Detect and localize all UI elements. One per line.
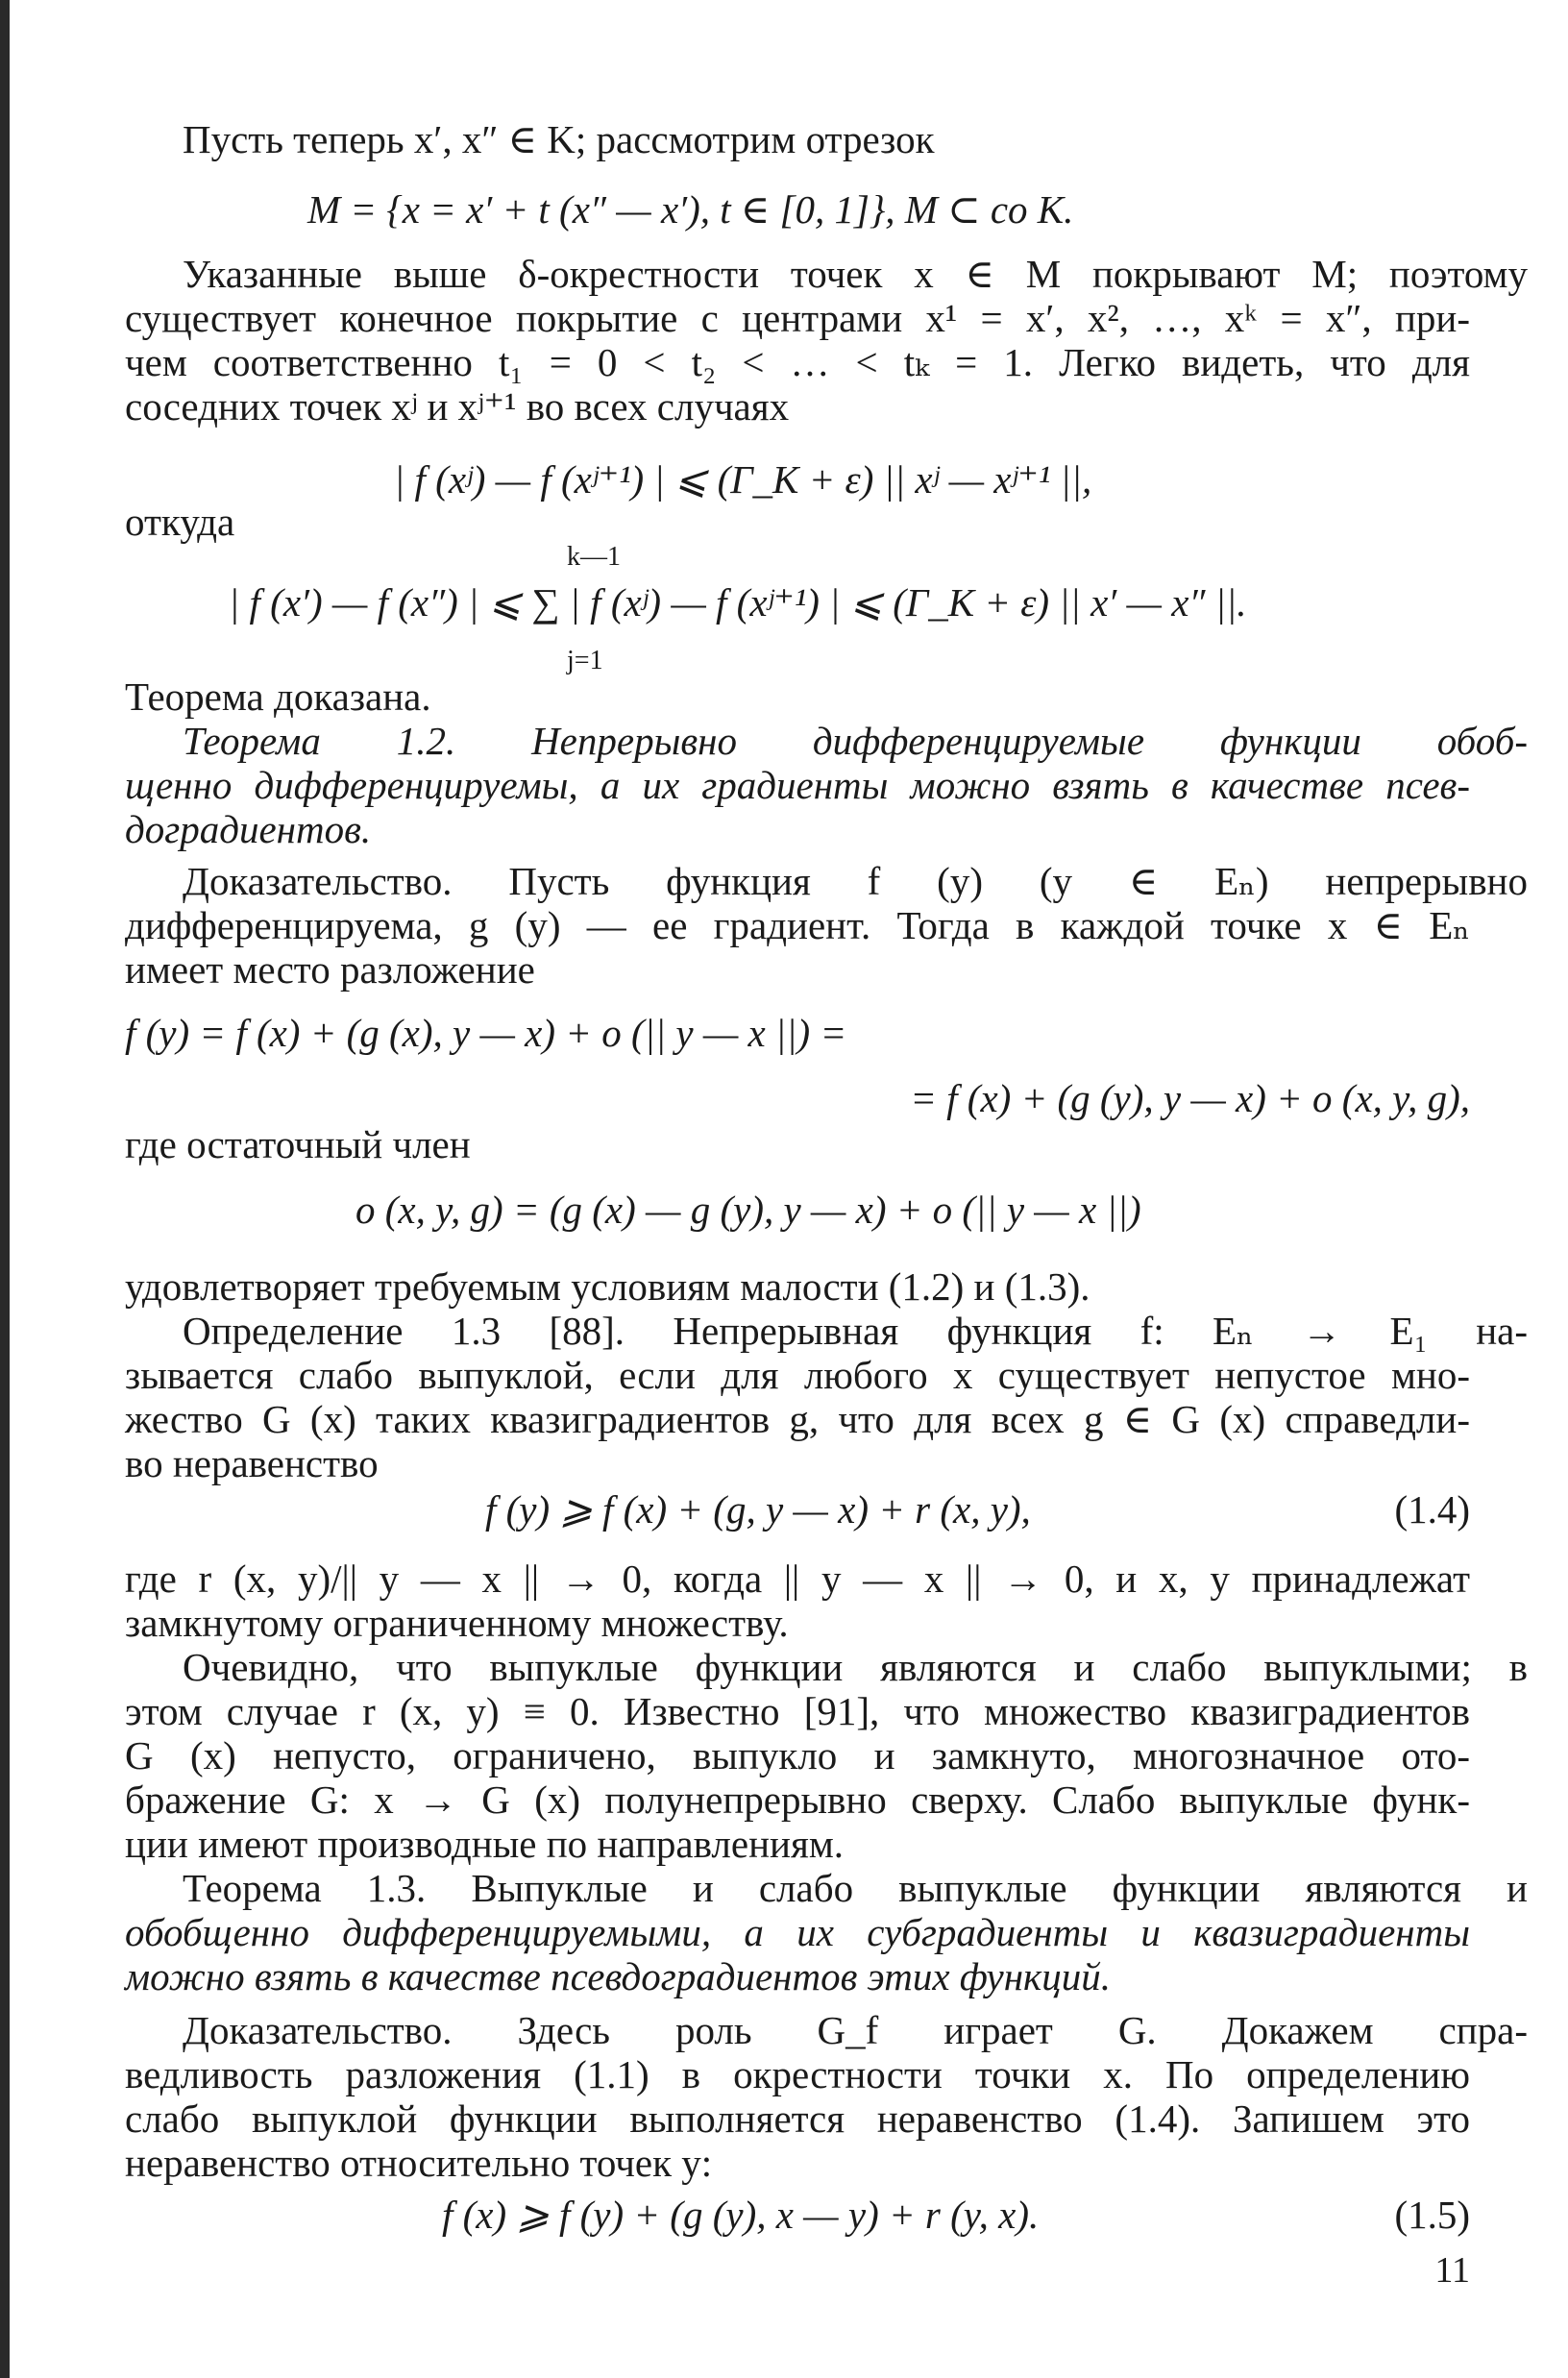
theorem-1-2-line: доградиентов. — [125, 807, 372, 851]
text-line: G (x) непусто, ограничено, выпукло и замкнуто, многозначное ото- — [125, 1733, 1470, 1777]
equation-expansion-1: f (y) = f (x) + (g (x), y — x) + o (|| y — x ||) = — [125, 1011, 847, 1055]
text-line: зывается слабо выпуклой, если для любого x существует непустое мно- — [125, 1353, 1470, 1397]
text-line: Указанные выше δ-окрестности точек x ∈ M покрывают M; поэтому — [183, 252, 1528, 296]
definition-1-3-line: Определение 1.3 [88]. Непрерывная функция f: Eₙ → E₁ на- — [183, 1309, 1528, 1353]
equation-expansion-2: = f (x) + (g (y), y — x) + o (x, y, g), — [910, 1076, 1470, 1120]
equation-1-5: f (x) ⩾ f (y) + (g (y), x — y) + r (y, x). — [442, 2193, 1040, 2237]
text-line: ведливость разложения (1.1) в окрестности точки x. По определению — [125, 2052, 1470, 2096]
text-line: где r (x, y)/|| y — x || → 0, когда || y — x || → 0, и x, y принадлежат — [125, 1557, 1470, 1601]
text-line: откуда — [125, 500, 235, 544]
text-line: жество G (x) таких квазиградиентов g, что для всех g ∈ G (x) справедли- — [125, 1397, 1470, 1441]
equation-sum-estimate: | f (x′) — f (x″) | ⩽ ∑ | f (xʲ) — f (xʲ⁺¹) | ⩽ (Γ_K + ε) || x′ — x″ ||. — [229, 580, 1247, 625]
text-line: слабо выпуклой функции выполняется неравенство (1.4). Запишем это — [125, 2096, 1470, 2141]
text-line: бражение G: x → G (x) полунепрерывно сверху. Слабо выпуклые функ- — [125, 1777, 1470, 1822]
text-line: где остаточный член — [125, 1122, 471, 1166]
text-line: чем соответственно t₁ = 0 < t₂ < … < tₖ = 1. Легко видеть, что для — [125, 340, 1470, 384]
text-line: удовлетворяет требуемым условиям малости (1.2) и (1.3). — [125, 1264, 1090, 1309]
text-line: имеет место разложение — [125, 947, 535, 992]
text-line: дифференцируема, g (y) — ее градиент. Тогда в каждой точке x ∈ Eₙ — [125, 903, 1470, 947]
theorem-1-2-line: Теорема 1.2. Непрерывно дифференцируемые функции обоб- — [183, 719, 1528, 763]
text-line: Пусть теперь x′, x″ ∈ K; рассмотрим отрезок — [183, 117, 935, 161]
text-line: замкнутому ограниченному множеству. — [125, 1601, 789, 1645]
text-line: этом случае r (x, y) ≡ 0. Известно [91], что множество квазиградиентов — [125, 1689, 1470, 1733]
proof-line: Доказательство. Здесь роль G_f играет G. Докажем спра- — [183, 2008, 1528, 2052]
equation-number-1-5: (1.5) — [1394, 2193, 1470, 2237]
equation-number-1-4: (1.4) — [1394, 1487, 1470, 1532]
equation-segment-M: M = {x = x′ + t (x″ — x′), t ∈ [0, 1]}, M ⊂ co K. — [307, 187, 1074, 232]
equation-1-4: f (y) ⩾ f (x) + (g, y — x) + r (x, y), — [485, 1487, 1031, 1532]
theorem-1-3-line: обобщенно дифференцируемыми, а их субградиенты и квазиградиенты — [125, 1910, 1470, 1954]
text-line: во неравенство — [125, 1441, 379, 1485]
text-line: неравенство относительно точек y: — [125, 2141, 713, 2185]
equation-lipschitz-step: | f (xʲ) — f (xʲ⁺¹) | ⩽ (Γ_K + ε) || xʲ — xʲ⁺¹ ||, — [394, 457, 1092, 502]
text-line: Очевидно, что выпуклые функции являются и слабо выпуклыми; в — [183, 1645, 1528, 1689]
binding-edge — [0, 0, 10, 2378]
text-line: существует конечное покрытие с центрами x¹ = x′, x², …, xᵏ = x″, при- — [125, 296, 1470, 340]
theorem-1-2-line: щенно дифференцируемы, а их градиенты можно взять в качестве псев- — [125, 763, 1470, 807]
page-number: 11 — [1434, 2250, 1470, 2291]
equation-remainder: o (x, y, g) = (g (x) — g (y), y — x) + o (|| y — x ||) — [355, 1188, 1141, 1232]
text-line: Теорема доказана. — [125, 674, 431, 719]
text-line: ции имеют производные по направлениям. — [125, 1822, 845, 1866]
theorem-1-3-line: Теорема 1.3. Выпуклые и слабо выпуклые функции являются и — [183, 1866, 1528, 1910]
theorem-1-3-line: можно взять в качестве псевдоградиентов этих функций. — [125, 1954, 1111, 1998]
sum-upper-limit: k—1 — [567, 542, 621, 572]
proof-line: Доказательство. Пусть функция f (y) (y ∈ Eₙ) непрерывно — [183, 859, 1528, 903]
text-line: соседних точек xʲ и xʲ⁺¹ во всех случаях — [125, 384, 790, 429]
sum-lower-limit: j=1 — [567, 646, 603, 675]
